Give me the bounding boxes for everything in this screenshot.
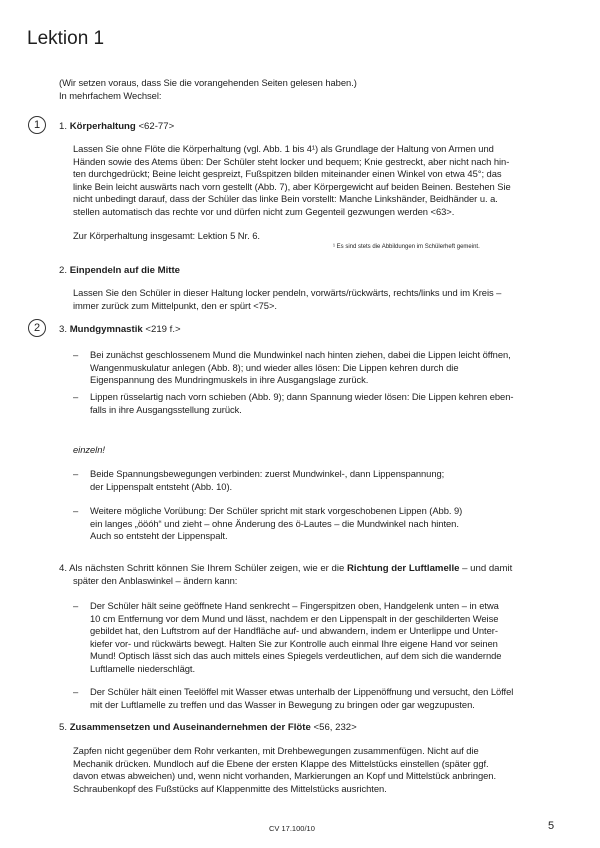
- text-line: Eigenspannung des Mundringmuskels in ihre Ausgangslage zurück.: [90, 374, 369, 386]
- text-line: ein langes „ööóh“ und zieht – ohne Änderung des ö-Lautes – die Mundwinkel nach hinten.: [90, 517, 459, 529]
- text-line: Mund! Optisch lässt sich das auch mittels eines Spiegels verdeutlichen, auf dem sich die wandernde: [90, 650, 502, 662]
- section-3-label: Mundgymnastik: [69, 324, 143, 335]
- section-3-item-1: [90, 349, 511, 387]
- page-title: Lektion 1: [27, 28, 105, 49]
- text-line: Wangenmuskulatur anlegen (Abb. 8); und wieder alles lösen: Die Lippen kehren durch die: [90, 361, 459, 373]
- dash-bullet: –: [73, 686, 79, 697]
- section-4-heading: [59, 562, 512, 575]
- intro-note: (Wir setzen voraus, dass Sie die vorangehenden Seiten gelesen haben.): [59, 77, 357, 88]
- section-3-item-2: [90, 391, 513, 416]
- einzeln-text: einzeln!: [73, 444, 105, 455]
- text-line: stellen automatisch das rechte vor und dürfen nicht zum Gegenteil gezwungen werden <63>.: [73, 205, 455, 217]
- section-4-text-post: – und damit: [462, 563, 513, 574]
- text-line: falls in ihre Ausgangsstellung zurück.: [90, 403, 242, 415]
- section-3-heading: [59, 323, 181, 336]
- section-2-body: [73, 287, 501, 312]
- section-4-number: 4.: [59, 563, 68, 574]
- einzeln-note: [73, 444, 105, 457]
- text-line: Lassen Sie den Schüler in dieser Haltung locker pendeln, vorwärts/rückwärts, rechts/links und im Kreis –: [73, 287, 502, 298]
- section-5-ref: <56, 232>: [313, 722, 357, 733]
- section-4-label: Richtung der Luftlamelle: [347, 563, 460, 574]
- text-line: Mechanik drücken. Mundloch auf die Ebene der ersten Klappe des Mittelstücks einstellen (später ggf.: [73, 757, 489, 769]
- intro-text: [59, 77, 357, 102]
- text-line: gebildet hat, den Luftstrom auf der Handfläche auf- und abwandern, indem er Unterlippe und Unter-: [90, 625, 498, 637]
- section-5-label: Zusammensetzen und Auseinandernehmen der Flöte: [69, 722, 311, 733]
- text-line: Lippen rüsselartig nach vorn schieben (Abb. 9); dann Spannung wieder lösen: Die Lippen kehren eben-: [90, 391, 514, 402]
- intro-lead: In mehrfachem Wechsel:: [59, 89, 162, 101]
- page-number: 5: [548, 820, 555, 832]
- section-1-label: Körperhaltung: [69, 121, 136, 132]
- section-2-number: 2.: [59, 265, 68, 276]
- text-line: immer zurück zum Mittelpunkt, den er spürt <75>.: [73, 299, 277, 311]
- section-3-ref: <219 f.>: [145, 324, 181, 335]
- section-3-number: 3.: [59, 324, 68, 335]
- text-line: 10 cm Entfernung vor dem Mund und lässt, nachdem er den Lippenspalt in der geschilderten Weise: [90, 612, 499, 624]
- total-line: Zur Körperhaltung insgesamt: Lektion 5 Nr. 6.: [73, 230, 260, 241]
- text-line: linke Bein leicht auswärts nach vorn gestellt (Abb. 7), aber Körpergewicht auf beiden Beinen. Bestehen Sie: [73, 180, 511, 192]
- section-3-item-4: [90, 505, 462, 543]
- text-line: Luftlamelle niederschlägt.: [90, 662, 196, 674]
- section-2-label: Einpendeln auf die Mitte: [69, 265, 181, 276]
- circled-number-marker: 2: [28, 319, 46, 337]
- text-line: Bei zunächst geschlossenem Mund die Mundwinkel nach hinten ziehen, dabei die Lippen leicht öffnen,: [90, 349, 511, 360]
- text-line: Zapfen nicht gegenüber dem Rohr verkanten, mit Drehbewegungen zusammenfügen. Nicht auf die: [73, 745, 479, 756]
- dash-bullet: –: [73, 468, 79, 479]
- text-line: nicht unbedingt darauf, dass der Schüler das linke Bein vorstellt: Manche Linkshänder, Beidhänder u. a.: [73, 193, 498, 205]
- section-4-intro-line2: [73, 575, 237, 588]
- text-line: Weitere mögliche Vorübung: Der Schüler spricht mit stark vorgeschobenen Lippen (Abb. 9): [90, 505, 463, 516]
- text-line: der Lippenspalt entsteht (Abb. 10).: [90, 480, 233, 492]
- text-line: Beide Spannungsbewegungen verbinden: zuerst Mundwinkel-, dann Lippenspannung;: [90, 468, 445, 479]
- section-1-number: 1.: [59, 121, 68, 132]
- text-line: davon etwas abweichen) und, wenn nicht vorhanden, Markierungen an Kopf und Mittelstück anbringen.: [73, 770, 497, 782]
- text-line: Auch so entsteht der Lippenspalt.: [90, 530, 228, 542]
- text-line: ten durchgedrückt; Beine leicht gespreizt, Fußspitzen bilden miteinander einen Winkel von etwa 45°; das: [73, 168, 502, 180]
- section-5-heading: [59, 721, 357, 734]
- section-4-text-pre: Als nächsten Schritt können Sie Ihrem Schüler zeigen, wie er die: [69, 563, 345, 574]
- text-line: Der Schüler hält seine geöffnete Hand senkrecht – Fingerspitzen oben, Handgelenk unten – in etwa: [90, 600, 499, 611]
- dash-bullet: –: [73, 349, 79, 360]
- section-5-body: [73, 745, 496, 795]
- section-2-heading: [59, 264, 180, 277]
- text-line: mit der Luftlamelle zu treffen und das Wasser in Bewegung zu bringen oder gar wegzupusten.: [90, 698, 475, 710]
- section-1-body: [73, 143, 511, 219]
- section-4-item-1: [90, 600, 501, 676]
- section-5-number: 5.: [59, 722, 68, 733]
- footnote: ¹ Es sind stets die Abbildungen im Schülerheft gemeint.: [333, 244, 480, 250]
- section-1-total: [73, 230, 260, 243]
- section-4-item-2: [90, 686, 513, 711]
- dash-bullet: –: [73, 505, 79, 516]
- section-1-ref: <62-77>: [138, 121, 175, 132]
- text-line: Der Schüler hält einen Teelöffel mit Wasser etwas unterhalb der Lippenöffnung und versucht, den Löffel: [90, 686, 514, 697]
- circled-number-marker: 1: [28, 116, 46, 134]
- text-line: Händen sowie des Atems üben: Der Schüler steht locker und bequem; Knie gestreckt, aber nicht nach hin-: [73, 155, 510, 167]
- section-1-heading: [59, 120, 174, 133]
- section-3-item-3: [90, 468, 444, 493]
- dash-bullet: –: [73, 391, 79, 402]
- text-line: kiefer vor- und rückwärts bewegt. Halten Sie zur Kontrolle auch einmal Ihre eigene Hand vor seinen: [90, 637, 498, 649]
- text-line: Schraubenkopf des Fußstücks auf Klappenmitte des Mittelstücks ausrichten.: [73, 782, 387, 794]
- dash-bullet: –: [73, 600, 79, 611]
- footer-code: CV 17.100/10: [269, 824, 315, 833]
- text-line: Lassen Sie ohne Flöte die Körperhaltung (vgl. Abb. 1 bis 4¹) als Grundlage der Haltung von Armen und: [73, 143, 494, 154]
- text-line: später den Anblaswinkel – ändern kann:: [73, 575, 238, 586]
